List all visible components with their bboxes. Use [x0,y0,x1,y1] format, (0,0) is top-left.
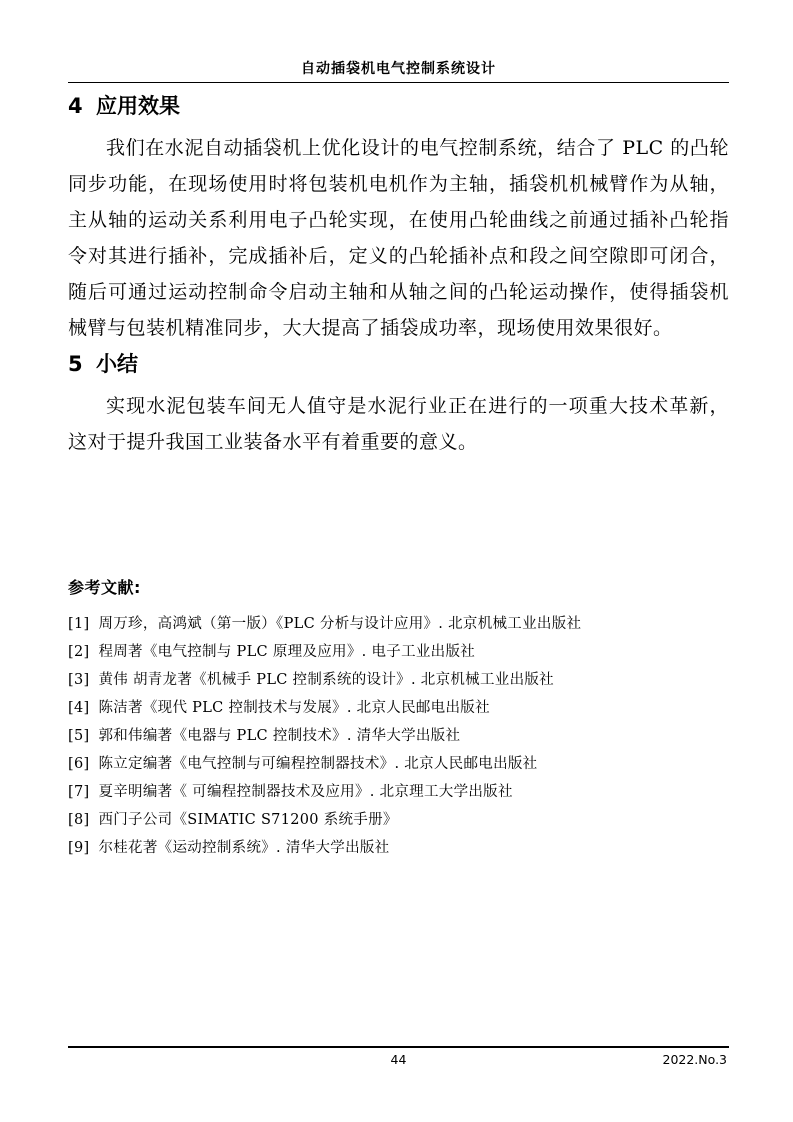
running-header [68,0,729,83]
section-summary [68,349,729,460]
reference-marker: [4] [68,700,90,716]
reference-text: 尔桂花著《运动控制系统》. 清华大学出版社 [98,840,390,856]
reference-marker: [6] [68,756,90,772]
references-list [68,610,729,862]
page-footer [68,1046,729,1076]
section-application-effect [68,91,729,346]
page-content [68,0,729,862]
reference-marker: [3] [68,672,90,688]
section-heading [68,91,729,121]
references-heading: 参考文献: [68,578,141,597]
reference-text: 郭和伟编著《电器与 PLC 控制技术》. 清华大学出版社 [98,728,461,744]
reference-marker: [8] [68,812,90,828]
reference-marker: [7] [68,784,90,800]
reference-item [68,834,729,862]
section-paragraph: 实现水泥包装车间无人值守是水泥行业正在进行的一项重大技术革新，这对于提升我国工业装备水平有着重要的意义。 [68,395,729,453]
section-heading [68,349,729,379]
reference-item [68,638,729,666]
reference-item [68,610,729,638]
reference-text: 陈洁著《现代 PLC 控制技术与发展》. 北京人民邮电出版社 [98,700,490,716]
reference-item [68,722,729,750]
running-header-title: 自动插袋机电气控制系统设计 [301,61,496,77]
section-title: 应用效果 [96,94,180,118]
reference-item [68,666,729,694]
page-number: 44 [390,1052,407,1067]
reference-text: 程周著《电气控制与 PLC 原理及应用》. 电子工业出版社 [98,644,476,660]
references-section [68,577,729,862]
section-title: 小结 [96,352,138,376]
reference-text: 陈立定编著《电气控制与可编程控制器技术》. 北京人民邮电出版社 [98,756,538,772]
section-number: 5 [68,352,83,376]
reference-marker: [2] [68,644,90,660]
reference-item [68,806,729,834]
section-number: 4 [68,94,83,118]
reference-item [68,750,729,778]
reference-text: 黄伟 胡青龙著《机械手 PLC 控制系统的设计》. 北京机械工业出版社 [98,672,554,688]
reference-marker: [1] [68,616,90,632]
section-paragraph: 我们在水泥自动插袋机上优化设计的电气控制系统，结合了 PLC 的凸轮同步功能，在现场使用时将包装机电机作为主轴，插袋机机械臂作为从轴，主从轴的运动关系利用电子凸轮实现，在使用凸轮曲线之前通过插补凸轮指令对其进行插补，完成插补后，定义的凸轮插补点和段之间空隙即可闭合，随后可通过运动控制命令启动主轴和从轴之间的凸轮运动操作，使得插袋机械臂与包装机精准同步，大大提高了插袋成功率，现场使用效果很好。 [68,137,729,339]
reference-item [68,694,729,722]
reference-marker: [5] [68,728,90,744]
issue-label: 2022.No.3 [662,1052,727,1067]
reference-text: 西门子公司《SIMATIC S71200 系统手册》 [98,812,398,828]
reference-text: 周万珍，高鸿斌（第一版）《PLC 分析与设计应用》. 北京机械工业出版社 [98,616,582,632]
reference-text: 夏辛明编著《 可编程控制器技术及应用》. 北京理工大学出版社 [98,784,513,800]
reference-marker: [9] [68,840,90,856]
reference-item [68,778,729,806]
